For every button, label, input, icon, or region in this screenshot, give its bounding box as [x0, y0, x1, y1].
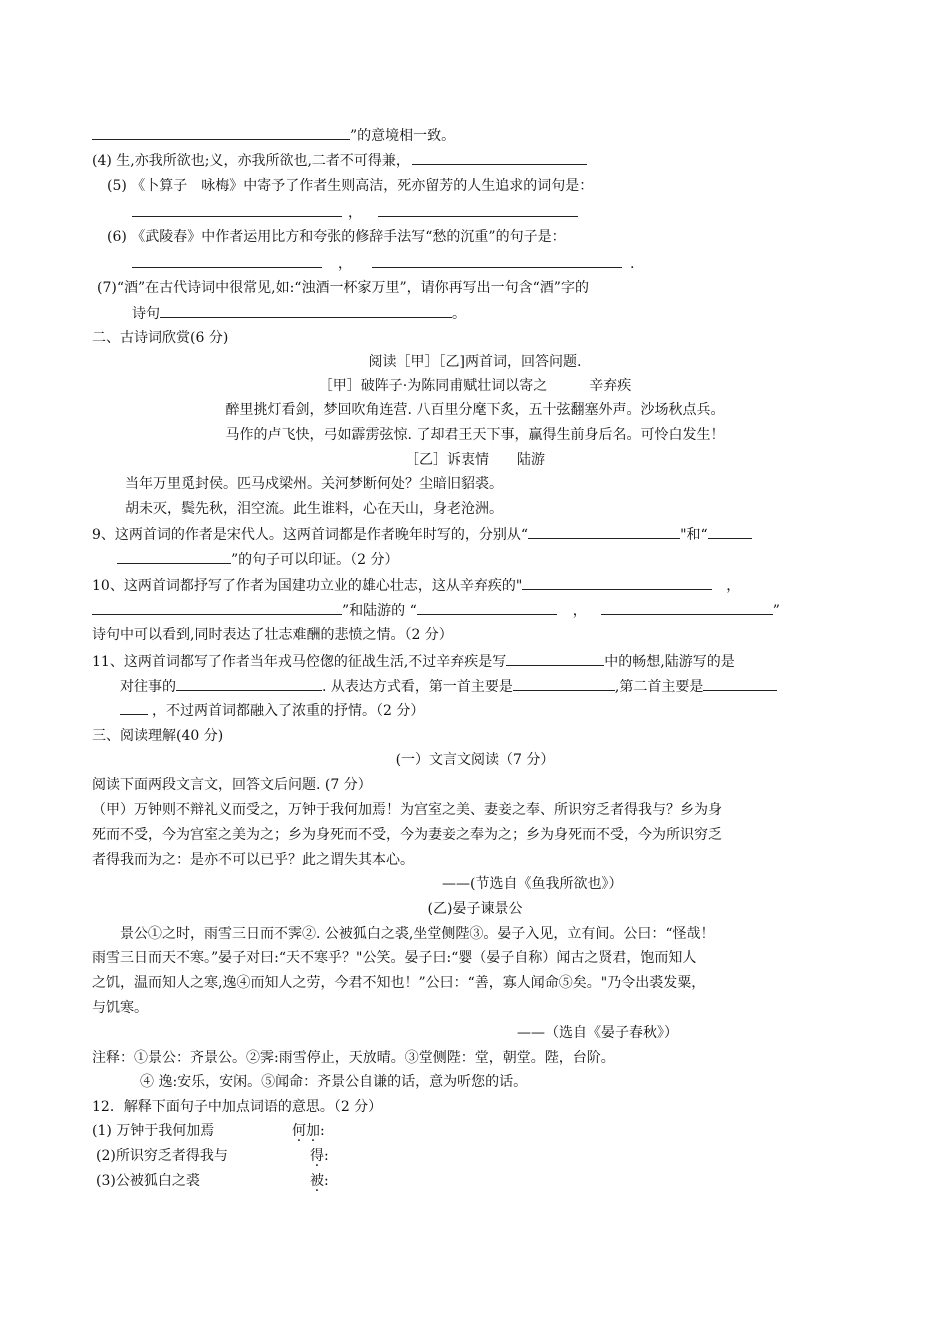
passage-yi-source: ——（选自《晏子春秋》）: [517, 1025, 678, 1041]
answer-blank[interactable]: [372, 253, 622, 268]
passage-yi-line-3: 之饥，温而知人之寒,逸④而知人之劳，今君不知也！”公曰：“善，寡人闻命⑤矣。"乃令出裘发粟，: [92, 975, 706, 991]
q10-line-3: 诗句中可以看到,同时表达了壮志难酬的悲愤之情。（2 分）: [92, 627, 453, 643]
q7-end: 。: [452, 306, 466, 322]
q12-item-2: [96, 1146, 329, 1166]
notes-line-1: 注释：①景公：齐景公。②霁:雨雪停止，天放晴。③堂侧陛：堂，朝堂。陛，台阶。: [92, 1050, 615, 1066]
q6-text: (6) 《武陵春》中作者运用比方和夸张的修辞手法写“愁的沉重”的句子是：: [107, 229, 566, 245]
q11-text: 11、这两首词都写了作者当年戎马倥偬的征战生活,不过辛弃疾是写: [92, 654, 507, 670]
q10-line-1: [92, 575, 740, 596]
passage-yi-line-1: 景公①之时，雨雪三日而不霁②. 公被狐白之裘,坐堂侧陛③。晏子入见，立有间。公曰：“怪哉！: [120, 926, 715, 942]
q7-line: [97, 278, 589, 298]
reading-instructions: 阅读下面两段文言文，回答文后问题. (7 分）: [92, 777, 372, 793]
q4-line: [92, 150, 587, 171]
q10-line-2: [92, 600, 780, 621]
q7-answer-line: [132, 303, 466, 324]
q10-text: 10、这两首词都抒写了作者为国建功立业的雄心壮志，这从辛弃疾的": [92, 578, 523, 594]
passage-yi-title: (乙)晏子谏景公: [427, 901, 523, 917]
dotted-word: 得: [310, 1148, 324, 1164]
passage-yi-line-2: 雨雪三日而天不寒。”晏子对曰:“天不寒乎？"公笑。晏子曰:“婴（晏子自称）闻古之贤君，饱而知人: [92, 950, 697, 966]
answer-blank[interactable]: [120, 700, 148, 715]
passage-jia-line-2: 死而不受，今为宫室之美为之；乡为身死而不受，今为妻妾之奉为之；乡为身死而不受，今为所识穷乏: [92, 827, 722, 843]
q12-title: 12．解释下面句子中加点词语的意思。（2 分）: [92, 1099, 383, 1115]
notes-line-2: ④ 逸:安乐，安闲。⑤闻命：齐景公自谦的话，意为听您的话。: [140, 1074, 528, 1090]
answer-blank[interactable]: [703, 676, 777, 691]
q12-item-colon: :: [320, 1123, 325, 1139]
passage-jia-line-1: （甲）万钟则不辩礼义而受之，万钟于我何加焉！为宫室之美、妻妾之奉、所识穷乏者得我与？乡为身: [92, 802, 722, 818]
answer-blank[interactable]: [117, 549, 231, 564]
q11-c: ，不过两首词都融入了浓重的抒情。（2 分）: [152, 703, 425, 719]
q11-b3: ,第二首主要是: [614, 679, 704, 695]
q3-line: [92, 125, 455, 146]
answer-blank[interactable]: [506, 651, 604, 666]
answer-blank[interactable]: [132, 253, 322, 268]
q12-item-colon: :: [324, 1148, 329, 1164]
answer-blank[interactable]: [412, 150, 587, 165]
q11-line-3: [120, 700, 424, 721]
q10-comma2: ，: [572, 603, 587, 619]
answer-blank[interactable]: [378, 202, 578, 217]
answer-blank[interactable]: [708, 524, 752, 539]
answer-blank[interactable]: [176, 676, 322, 691]
q11-b1: 对往事的: [120, 679, 176, 695]
q10-mid: ”和陆游的 “: [342, 603, 417, 619]
section-3-title: 三、阅读理解(40 分): [92, 728, 224, 744]
answer-blank[interactable]: [92, 125, 350, 140]
poem1-line-1: 醉里挑灯看剑，梦回吹角连营. 八百里分麾下炙，五十弦翻塞外声。沙场秋点兵。: [225, 402, 725, 418]
subsection-1-title: (一）文言文阅读（7 分）: [395, 752, 555, 768]
answer-blank[interactable]: [601, 600, 773, 615]
q12-item-sentence: (2)所识穷乏者得我与: [96, 1148, 228, 1164]
q6-end: .: [630, 256, 635, 272]
q6-answer-line: [132, 253, 634, 274]
q9-line-1: [92, 524, 752, 545]
q4-text: (4) 生,亦我所欲也;义，亦我所欲也,二者不可得兼，: [92, 153, 410, 169]
q9-line-2: [117, 549, 399, 570]
answer-blank[interactable]: [132, 202, 342, 217]
q10-end: ”: [772, 603, 780, 619]
answer-blank[interactable]: [522, 575, 712, 590]
dotted-word: 何: [292, 1123, 306, 1139]
q5-comma: ，: [348, 205, 362, 221]
q12-item-1: [92, 1121, 325, 1141]
passage-jia-line-3: 者得我而为之：是亦不可以已乎？此之谓失其本心。: [92, 852, 414, 868]
q9-text: 9、这两首词的作者是宋代人。这两首词都是作者晚年时写的，分别从“: [92, 527, 529, 543]
q11-text-2: 中的畅想,陆游写的是: [604, 654, 735, 670]
answer-blank[interactable]: [160, 303, 452, 318]
q9-mid: "和“: [680, 527, 708, 543]
q11-line-2: [120, 676, 777, 697]
poem2-line-2: 胡未灭，鬓先秋，泪空流。此生谁料，心在天山，身老沧洲。: [125, 501, 503, 517]
q3-tail: ”的意境相一致。: [350, 128, 456, 144]
q5-answer-line: [132, 202, 578, 223]
q5-text: (5) 《卜算子 咏梅》中寄予了作者生则高洁，死亦留芳的人生追求的词句是：: [107, 178, 594, 194]
poem2-title: ［乙］诉衷情 陆游: [405, 452, 545, 468]
q7-text: (7)“酒”在古代诗词中很常见,如:“浊酒一杯家万里”，请你再写出一句含“酒”字的: [97, 280, 589, 296]
poem-instructions: 阅读［甲］［乙]两首词，回答问题.: [368, 354, 582, 370]
answer-blank[interactable]: [92, 600, 342, 615]
answer-blank[interactable]: [417, 600, 557, 615]
q12-item-sentence: (3)公被狐白之裘: [96, 1173, 200, 1189]
passage-yi-line-4: 与饥寒。: [92, 1000, 148, 1016]
q6-comma: ，: [338, 256, 352, 272]
q6-line: [107, 227, 566, 247]
q7-label: 诗句: [132, 306, 160, 322]
q11-line-1: [92, 651, 735, 672]
q12-item-3: [96, 1171, 329, 1191]
dotted-word: 加: [306, 1123, 320, 1139]
poem1-line-2: 马作的卢飞快，弓如霹雳弦惊. 了却君王天下事，赢得生前身后名。可怜白发生！: [225, 427, 725, 443]
poem1-title: ［甲］破阵子·为陈同甫赋壮词以寄之 辛弃疾: [318, 378, 632, 394]
answer-blank[interactable]: [513, 676, 615, 691]
poem2-line-1: 当年万里觅封侯。匹马戍梁州。关河梦断何处？尘暗旧貂裘。: [125, 476, 503, 492]
passage-jia-source: ——(节选自《鱼我所欲也》）: [442, 876, 623, 892]
q12-item-sentence: (1) 万钟于我何加焉: [92, 1123, 215, 1139]
q5-line: [107, 176, 593, 196]
q10-comma: ，: [726, 578, 741, 594]
q12-item-colon: :: [324, 1173, 329, 1189]
answer-blank[interactable]: [528, 524, 680, 539]
q11-b2: . 从表达方式看，第一首主要是: [322, 679, 513, 695]
q9-tail: ”的句子可以印证。（2 分）: [231, 552, 399, 568]
section-2-title: 二、古诗词欣赏(6 分): [92, 330, 229, 346]
dotted-word: 被: [310, 1173, 324, 1189]
